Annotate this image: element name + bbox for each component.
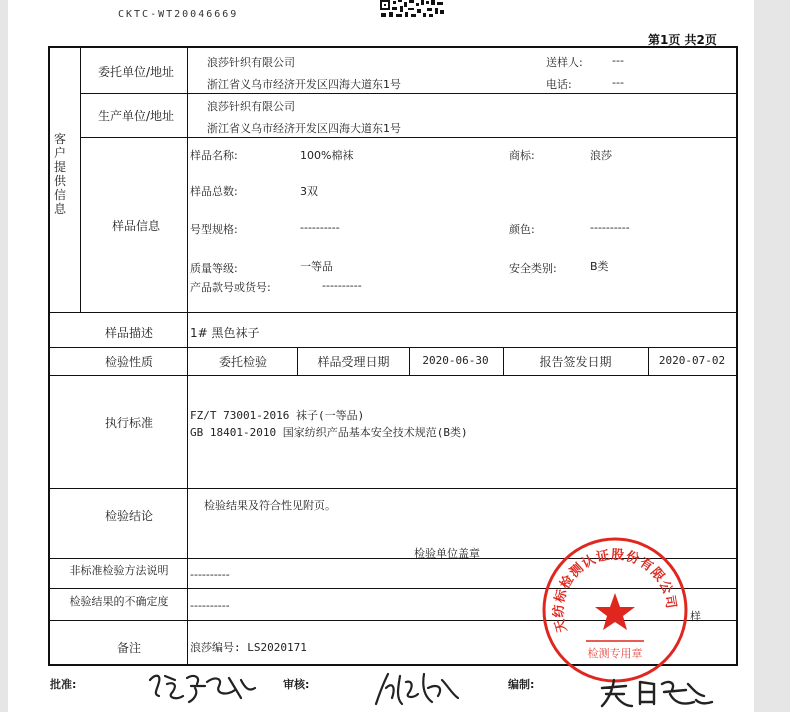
- stamp-center-text: 检测专用章: [587, 647, 643, 660]
- page-indicator: 第1页 共2页: [648, 33, 717, 47]
- sample-desc-label: 样品描述: [104, 326, 153, 340]
- issued-date-label: 报告签发日期: [539, 355, 612, 369]
- inspection-nature-value: 委托检验: [218, 355, 267, 369]
- inspection-nature-label: 检验性质: [104, 355, 153, 369]
- sample-name-value: 100%棉袜: [300, 149, 354, 162]
- nonstandard-value: ----------: [190, 568, 230, 581]
- approve-signature-icon: [145, 668, 260, 706]
- client-address: 浙江省义乌市经济开发区四海大道东1号: [207, 78, 401, 91]
- received-date-label: 样品受理日期: [317, 355, 390, 369]
- sender-value: ---: [612, 54, 624, 67]
- client-info-label: 客 户 提 供 信 息: [53, 132, 66, 216]
- model-value: ----------: [300, 221, 340, 234]
- standards-label: 执行标准: [104, 416, 153, 430]
- item-no-label: 产品款号或货号:: [190, 281, 271, 294]
- approve-label: 批准:: [50, 678, 77, 691]
- producer-label: 生产单位/地址: [97, 109, 175, 123]
- model-label: 号型规格:: [190, 223, 238, 236]
- grid-line: [80, 48, 81, 312]
- uncertainty-value: ----------: [190, 599, 230, 612]
- remarks-value: 浪莎编号: LS2020171: [190, 641, 307, 654]
- grid-line: [50, 375, 736, 376]
- stamp-ring-text: 天纺标检测认证股份有限公司: [551, 547, 679, 635]
- phone-value: ---: [612, 76, 624, 89]
- barcode-number: CKTC-WT20046669: [118, 9, 239, 20]
- grid-line: [50, 347, 736, 348]
- sample-desc-value: 1# 黑色袜子: [190, 326, 260, 340]
- color-label: 颜色:: [509, 223, 535, 236]
- grid-line: [80, 137, 736, 138]
- client-label: 委托单位/地址: [97, 65, 175, 79]
- grid-line: [50, 488, 736, 489]
- grid-line: [50, 312, 736, 313]
- seal-note: 检验单位盖章: [414, 547, 480, 560]
- color-value: ----------: [590, 221, 630, 234]
- brand-value: 浪莎: [590, 149, 612, 162]
- conclusion-label: 检验结论: [104, 509, 153, 523]
- grade-label: 质量等级:: [190, 262, 238, 275]
- sample-info-label: 样品信息: [111, 219, 160, 233]
- safety-value: B类: [590, 260, 609, 273]
- remarks-side-char: 样: [690, 610, 701, 623]
- producer-name: 浪莎针织有限公司: [207, 100, 295, 113]
- page-margin-left: [0, 0, 8, 712]
- standard-line-1: FZ/T 73001-2016 袜子(一等品): [190, 409, 365, 422]
- review-signature-icon: [368, 668, 463, 708]
- producer-address: 浙江省义乌市经济开发区四海大道东1号: [207, 122, 401, 135]
- red-seal-icon: [540, 535, 690, 685]
- issued-date-value: 2020-07-02: [658, 354, 726, 367]
- remarks-label: 备注: [116, 641, 141, 655]
- conclusion-text: 检验结果及符合性见附页。: [204, 499, 336, 512]
- page-margin-right: [754, 0, 790, 712]
- review-label: 审核:: [283, 678, 310, 691]
- compile-label: 编制:: [508, 678, 535, 691]
- nonstandard-label: 非标准检验方法说明: [69, 564, 169, 577]
- safety-label: 安全类别:: [509, 262, 557, 275]
- sender-label: 送样人:: [546, 56, 583, 69]
- brand-label: 商标:: [509, 149, 535, 162]
- grid-line: [80, 93, 736, 94]
- uncertainty-label: 检验结果的不确定度: [69, 595, 169, 608]
- received-date-value: 2020-06-30: [422, 354, 489, 367]
- standard-line-2: GB 18401-2010 国家纺织产品基本安全技术规范(B类): [190, 426, 468, 439]
- sample-count-label: 样品总数:: [190, 185, 238, 198]
- compile-signature-icon: [596, 674, 716, 710]
- qr-code-icon: [379, 0, 445, 18]
- sample-count-value: 3双: [300, 185, 318, 198]
- grade-value: 一等品: [300, 260, 333, 273]
- sample-name-label: 样品名称:: [190, 149, 238, 162]
- client-name: 浪莎针织有限公司: [207, 56, 295, 69]
- phone-label: 电话:: [546, 78, 572, 91]
- item-no-value: ----------: [322, 279, 362, 292]
